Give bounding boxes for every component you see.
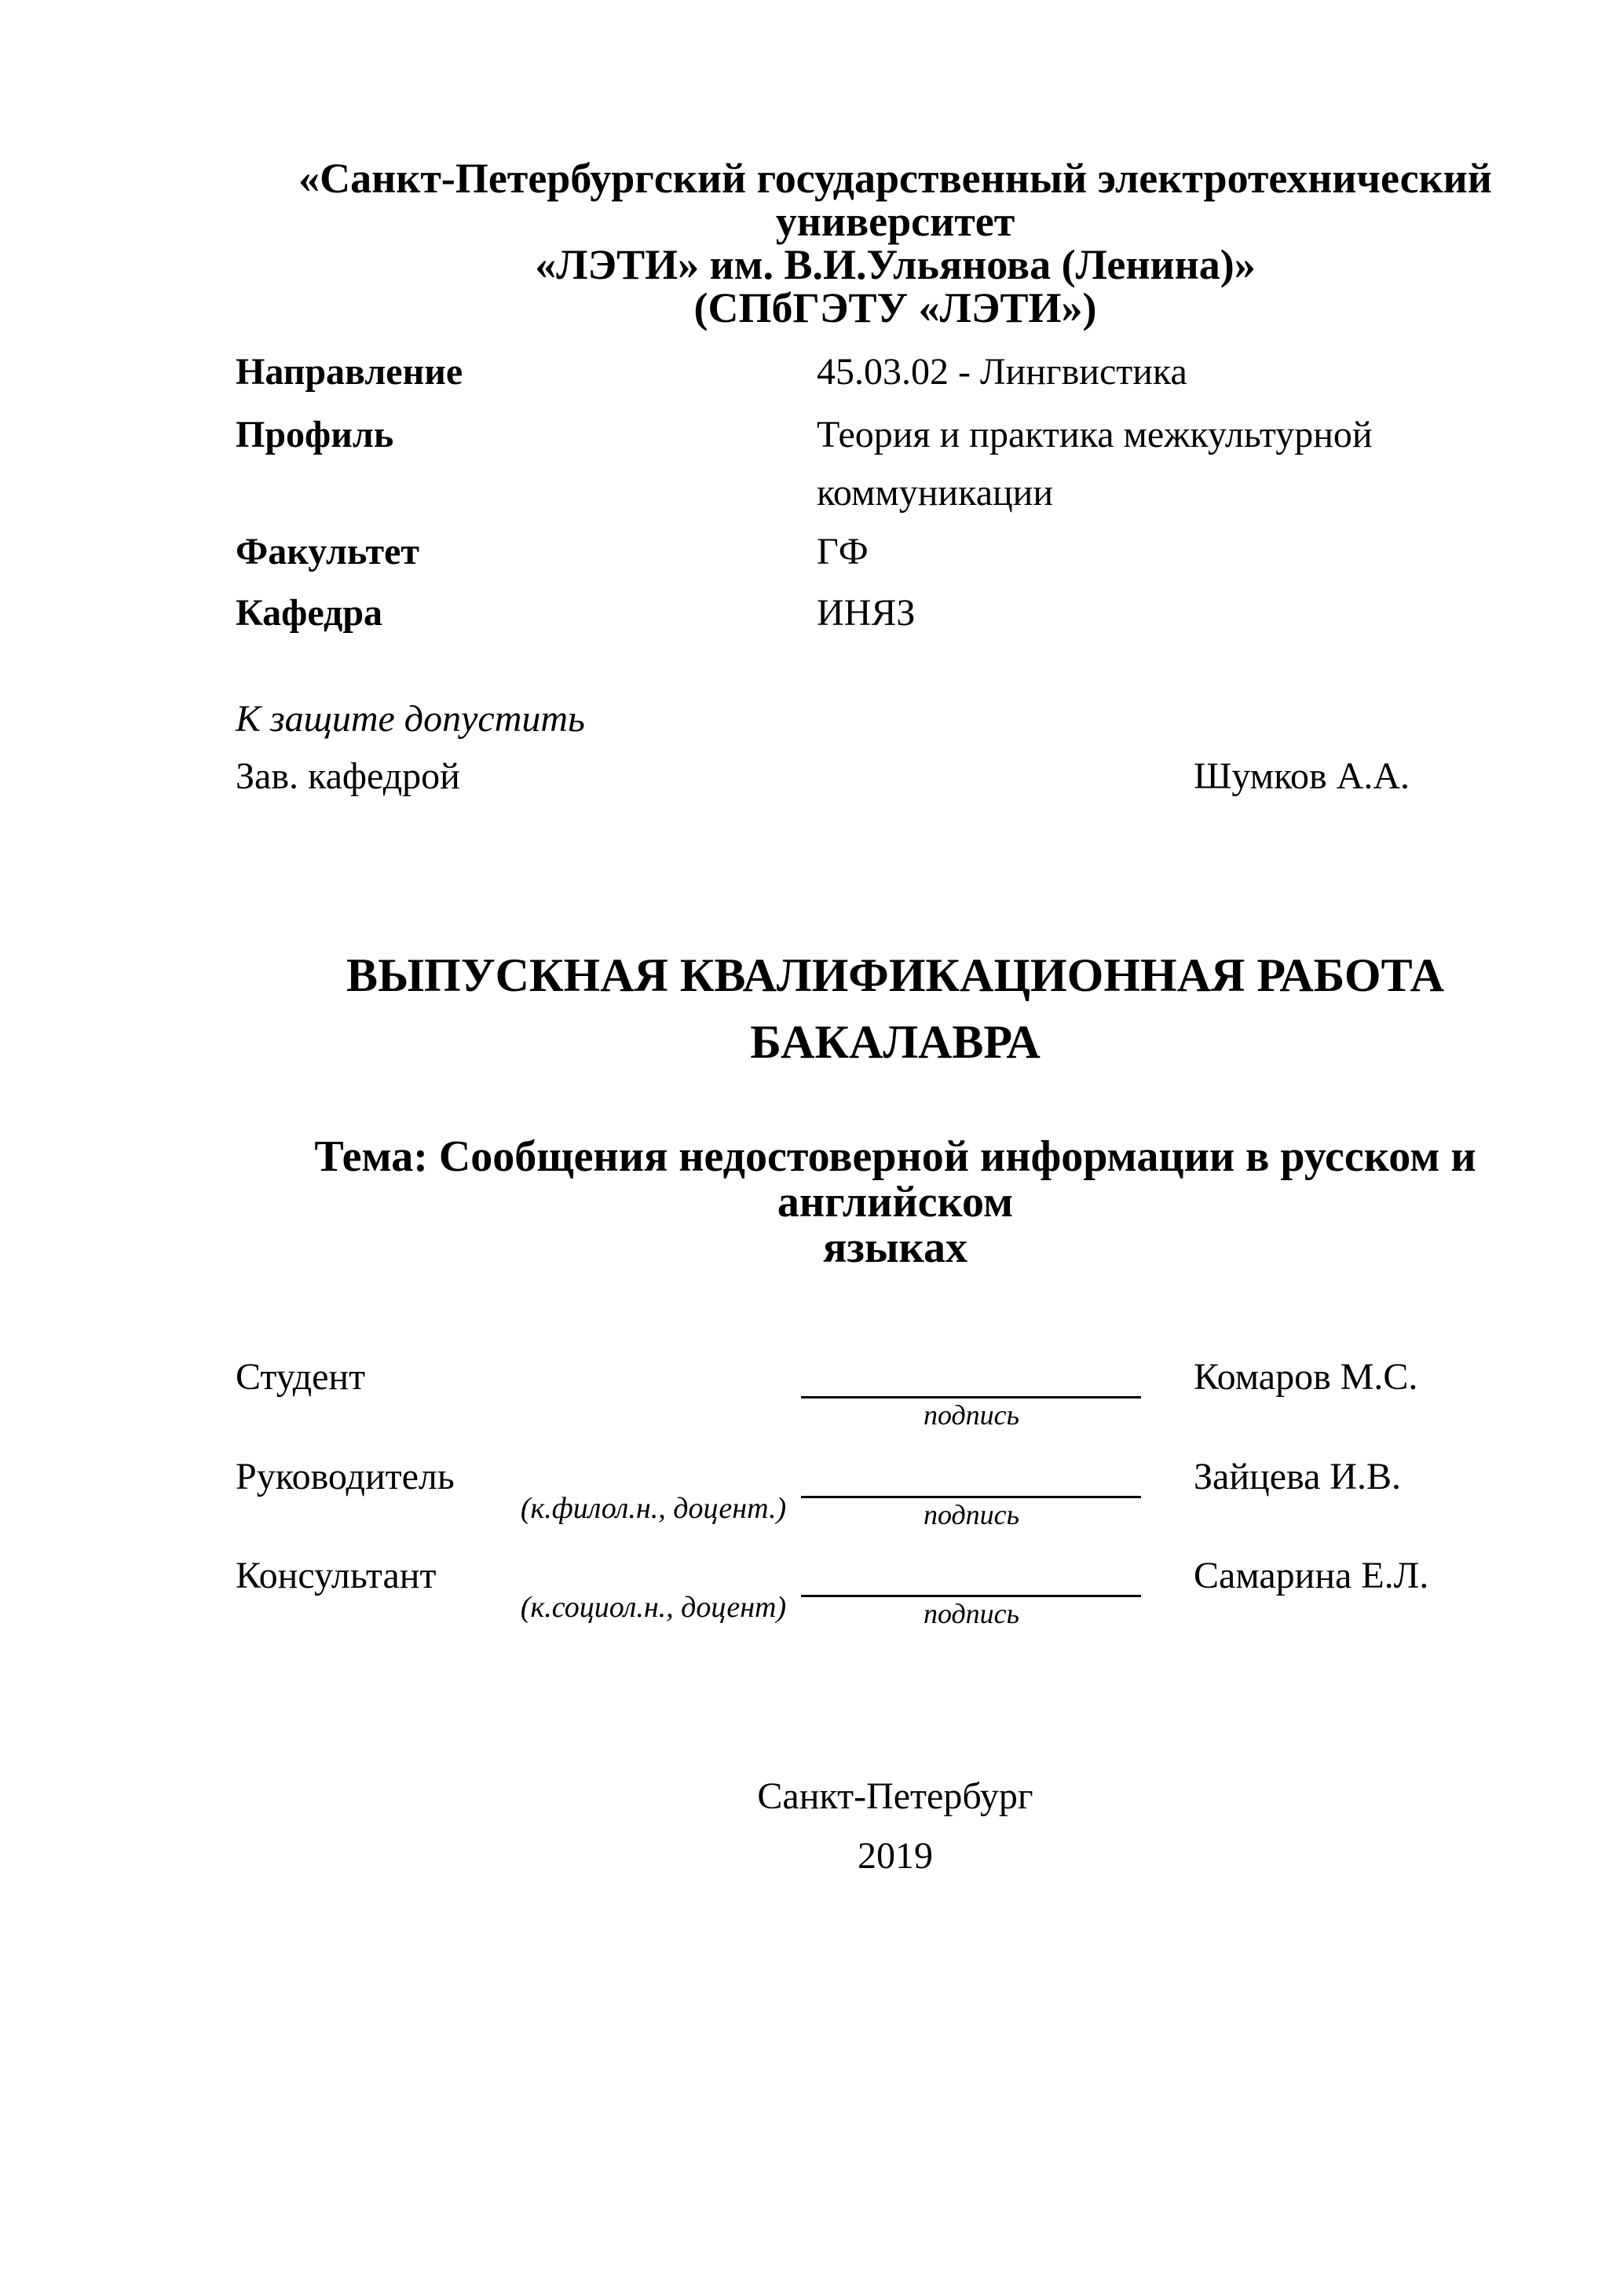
signature-caption-supervisor: подпись xyxy=(923,1499,1020,1530)
signature-line-consultant xyxy=(801,1595,1141,1597)
signature-role-consultant: Консультант xyxy=(236,1555,437,1596)
field-label-napravlenie: Направление xyxy=(236,351,463,393)
footer xyxy=(236,1767,1555,1886)
topic-line-1: Тема: Сообщения недостоверной информации в русском и английском xyxy=(314,1132,1476,1227)
footer-city: Санкт-Петербург xyxy=(757,1775,1033,1817)
signature-role-student: Студент xyxy=(236,1356,366,1398)
topic-line-2: языках xyxy=(823,1223,967,1272)
admission-position-label: Зав. кафедрой xyxy=(236,755,460,797)
university-header xyxy=(236,157,1555,330)
signature-caption-consultant: подпись xyxy=(923,1598,1020,1629)
admission-head-name: Шумков А.А. xyxy=(1194,755,1410,797)
footer-year: 2019 xyxy=(858,1835,933,1877)
field-value-profil-line-2: коммуникации xyxy=(817,472,1054,514)
university-header-line-1: «Санкт-Петербургский государственный электротехнический университет xyxy=(298,155,1492,245)
signature-caption-student: подпись xyxy=(923,1399,1020,1431)
signature-name-supervisor: Зайцева И.В. xyxy=(1194,1456,1402,1497)
admission-note: К защите допустить xyxy=(236,698,585,740)
signature-name-consultant: Самарина Е.Л. xyxy=(1194,1555,1429,1596)
work-title-line-2: БАКАЛАВРА xyxy=(750,1016,1041,1068)
work-title-line-1: ВЫПУСКНАЯ КВАЛИФИКАЦИОННАЯ РАБОТА xyxy=(346,949,1444,1001)
field-label-profil: Профиль xyxy=(236,414,394,455)
signature-line-supervisor xyxy=(801,1496,1141,1498)
signature-line-student xyxy=(801,1396,1141,1398)
field-value-profil-line-1: Теория и практика межкультурной xyxy=(817,414,1373,455)
work-title xyxy=(236,942,1555,1076)
field-value-fakultet: ГФ xyxy=(817,531,869,572)
signature-name-student: Комаров М.С. xyxy=(1194,1356,1418,1398)
signature-qualification-supervisor: (к.филол.н., доцент.) xyxy=(520,1492,787,1525)
field-value-napravlenie: 45.03.02 - Лингвистика xyxy=(817,351,1187,393)
field-label-fakultet: Факультет xyxy=(236,531,419,572)
university-header-line-2: «ЛЭТИ» им. В.И.Ульянова (Ленина)» xyxy=(535,241,1256,288)
field-label-kafedra: Кафедра xyxy=(236,592,383,634)
signature-qualification-consultant: (к.социол.н., доцент) xyxy=(520,1591,787,1624)
field-value-kafedra: ИНЯЗ xyxy=(817,592,916,634)
topic xyxy=(236,1134,1555,1270)
signature-role-supervisor: Руководитель xyxy=(236,1456,455,1497)
university-header-line-3: (СПбГЭТУ «ЛЭТИ») xyxy=(693,284,1097,331)
